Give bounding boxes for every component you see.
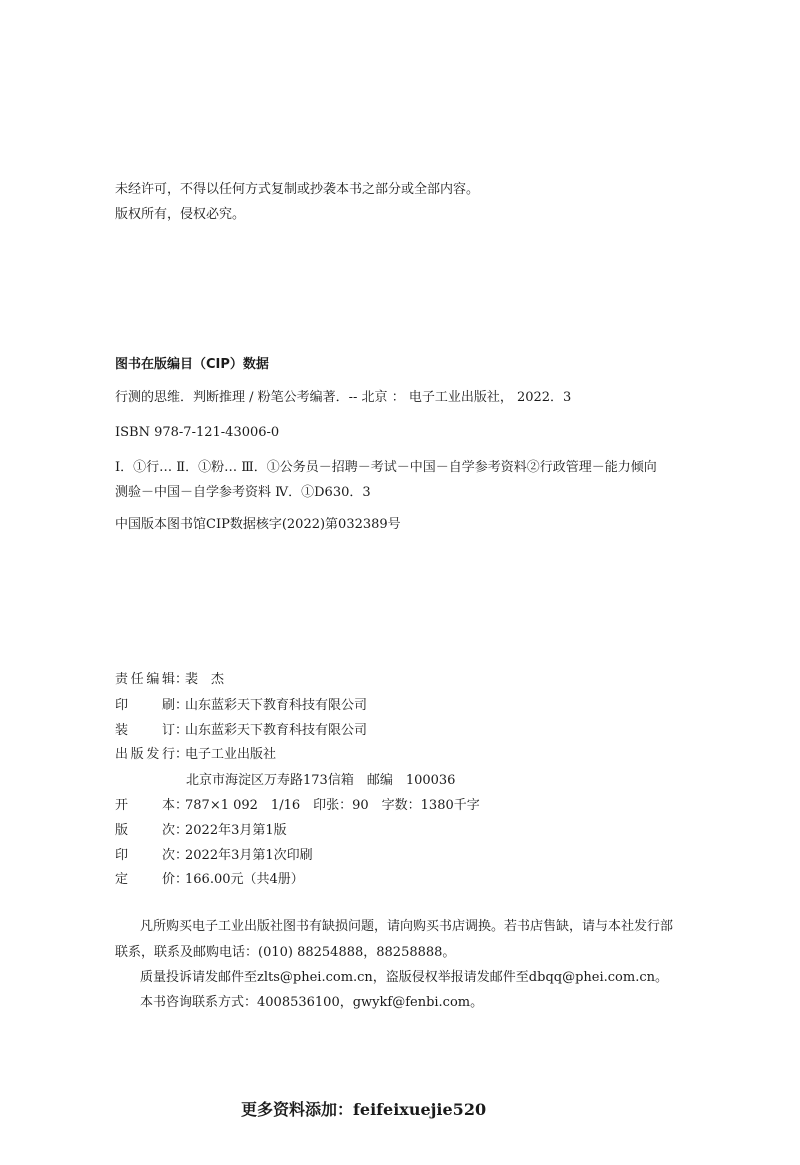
imprint-value: 山东蓝彩天下教育科技有限公司 (185, 698, 368, 713)
imprint-value: 电子工业出版社 (185, 747, 277, 762)
cip-bibliographic-entry: 行测的思维．判断推理 / 粉笔公考编著．-- 北京 ： 电子工业出版社， 2022．3 (115, 390, 572, 405)
imprint-impression: 印 次 ： 2022年3月第1次印刷 (115, 848, 313, 863)
imprint-value: 787×1 092 1/16 印张：90 字数：1380千字 (185, 798, 480, 813)
imprint-publisher: 出版发行 ： 电子工业出版社 (115, 747, 277, 762)
imprint-format: 开 本 ： 787×1 092 1/16 印张：90 字数：1380千字 (115, 798, 480, 813)
cip-subject-line-1: Ⅰ．①行… Ⅱ．①粉… Ⅲ．①公务员－招聘－考试－中国－自学参考资料②行政管理－能力倾向 (115, 460, 657, 475)
imprint-label: 版 次 (115, 823, 175, 838)
imprint-price: 定 价 ： 166.00元（共4册） (115, 872, 304, 887)
copyright-notice-line-2: 版权所有，侵权必究。 (115, 207, 246, 222)
imprint-label: 开 本 (115, 798, 175, 813)
imprint-label: 出版发行 (115, 747, 175, 762)
imprint-value: 166.00元（共4册） (185, 872, 304, 887)
contact-line-2: 联系，联系及邮购电话：(010) 88254888，88258888。 (115, 945, 456, 960)
imprint-value: 山东蓝彩天下教育科技有限公司 (185, 723, 368, 738)
imprint-label: 印 次 (115, 848, 175, 863)
imprint-value: 2022年3月第1版 (185, 823, 287, 838)
imprint-label: 装 订 (115, 723, 175, 738)
contact-line-1: 凡所购买电子工业出版社图书有缺损问题，请向购买书店调换。若书店售缺，请与本社发行部 (140, 919, 674, 934)
imprint-printer: 印 刷 ： 山东蓝彩天下教育科技有限公司 (115, 698, 368, 713)
contact-line-4: 本书咨询联系方式：4008536100，gwykf@fenbi.com。 (140, 995, 484, 1010)
contact-line-3: 质量投诉请发邮件至zlts@phei.com.cn，盗版侵权举报请发邮件至dbqq@phei.com.cn。 (140, 970, 668, 985)
footer-watermark-text: 更多资料添加：feifeixuejie520 (241, 1100, 487, 1119)
copyright-notice-line-1: 未经许可，不得以任何方式复制或抄袭本书之部分或全部内容。 (115, 182, 480, 197)
imprint-editor: 责任编辑 ： 裴 杰 (115, 672, 225, 687)
imprint-label: 责任编辑 (115, 672, 175, 687)
cip-title: 图书在版编目（CIP）数据 (115, 357, 269, 372)
cip-record-number: 中国版本图书馆CIP数据核字(2022)第032389号 (115, 517, 401, 532)
cip-subject-line-2: 测验－中国－自学参考资料 Ⅳ．①D630．3 (115, 485, 371, 500)
imprint-label: 印 刷 (115, 698, 175, 713)
imprint-binder: 装 订 ： 山东蓝彩天下教育科技有限公司 (115, 723, 368, 738)
imprint-label: 定 价 (115, 872, 175, 887)
imprint-value: 2022年3月第1次印刷 (185, 848, 313, 863)
imprint-edition: 版 次 ： 2022年3月第1版 (115, 823, 287, 838)
imprint-value: 裴 杰 (185, 672, 225, 687)
imprint-address: 北京市海淀区万寿路173信箱 邮编 100036 (186, 773, 456, 788)
cip-isbn: ISBN 978-7-121-43006-0 (115, 425, 280, 440)
